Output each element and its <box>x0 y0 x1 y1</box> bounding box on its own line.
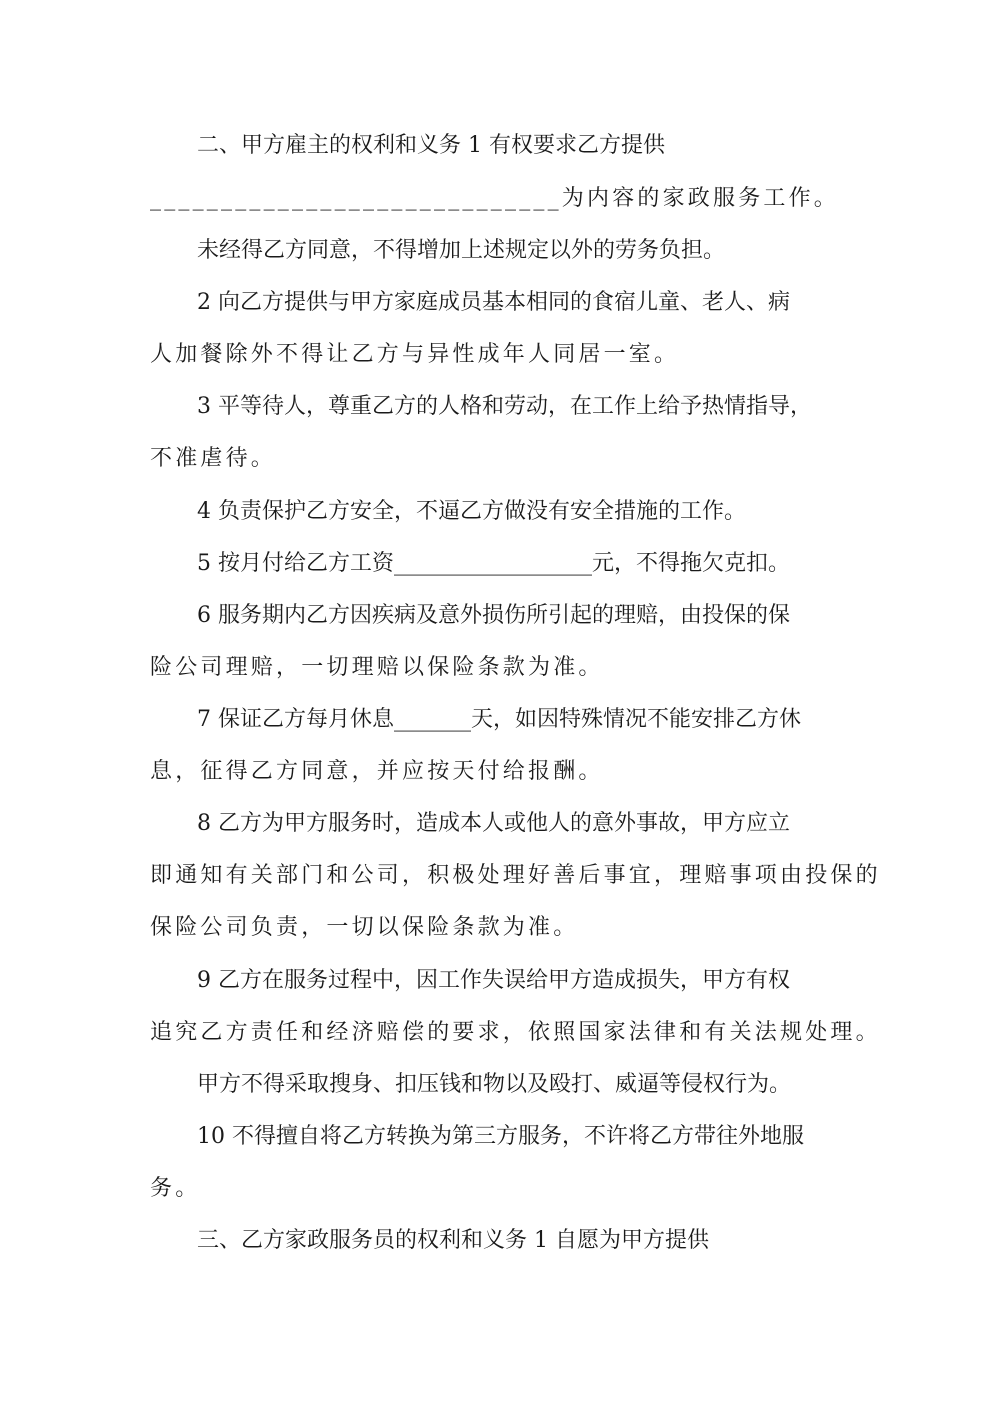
paragraph-line: 9 乙方在服务过程中，因工作失误给甲方造成损失，甲方有权 <box>197 968 790 993</box>
paragraph-line: 甲方不得采取搜身、扣压钱和物以及殴打、威逼等侵权行为。 <box>197 1072 792 1097</box>
paragraph-line: 保险公司负责，一切以保险条款为准。 <box>150 915 579 940</box>
section-heading-employer: 二、甲方雇主的权利和义务 1 有权要求乙方提供 <box>197 133 665 158</box>
paragraph-line: 息，征得乙方同意，并应按天付给报酬。 <box>150 759 604 784</box>
section-heading-employee: 三、乙方家政服务员的权利和义务 1 自愿为甲方提供 <box>197 1228 709 1253</box>
paragraph-line: 人加餐除外不得让乙方与异性成年人同居一室。 <box>150 342 680 367</box>
paragraph-line: 3 平等待人，尊重乙方的人格和劳动，在工作上给予热情指导， <box>197 394 812 419</box>
paragraph-line: 不准虐待。 <box>150 446 277 471</box>
paragraph-line: 8 乙方为甲方服务时，造成本人或他人的意外事故，甲方应立 <box>197 811 790 836</box>
paragraph-line: 务。 <box>150 1176 201 1201</box>
paragraph-line: _____________________________为内容的家政服务工作。 <box>150 186 840 211</box>
paragraph-line: 7 保证乙方每月休息_______天，如因特殊情况不能安排乙方休 <box>197 707 801 732</box>
paragraph-line: 险公司理赔，一切理赔以保险条款为准。 <box>150 655 604 680</box>
paragraph-line: 追究乙方责任和经济赔偿的要求，依照国家法律和有关法规处理。 <box>150 1020 881 1045</box>
paragraph-line: 4 负责保护乙方安全，不逼乙方做没有安全措施的工作。 <box>197 499 746 524</box>
paragraph-line: 即通知有关部门和公司，积极处理好善后事宜，理赔事项由投保的 <box>150 863 881 888</box>
paragraph-line: 6 服务期内乙方因疾病及意外损伤所引起的理赔，由投保的保 <box>197 603 790 628</box>
paragraph-line: 10 不得擅自将乙方转换为第三方服务，不许将乙方带往外地服 <box>197 1124 804 1149</box>
paragraph-line: 5 按月付给乙方工资__________________元，不得拖欠克扣。 <box>197 551 790 576</box>
paragraph-line: 2 向乙方提供与甲方家庭成员基本相同的食宿儿童、老人、病 <box>197 290 790 315</box>
paragraph-line: 未经得乙方同意，不得增加上述规定以外的劳务负担。 <box>197 238 726 263</box>
